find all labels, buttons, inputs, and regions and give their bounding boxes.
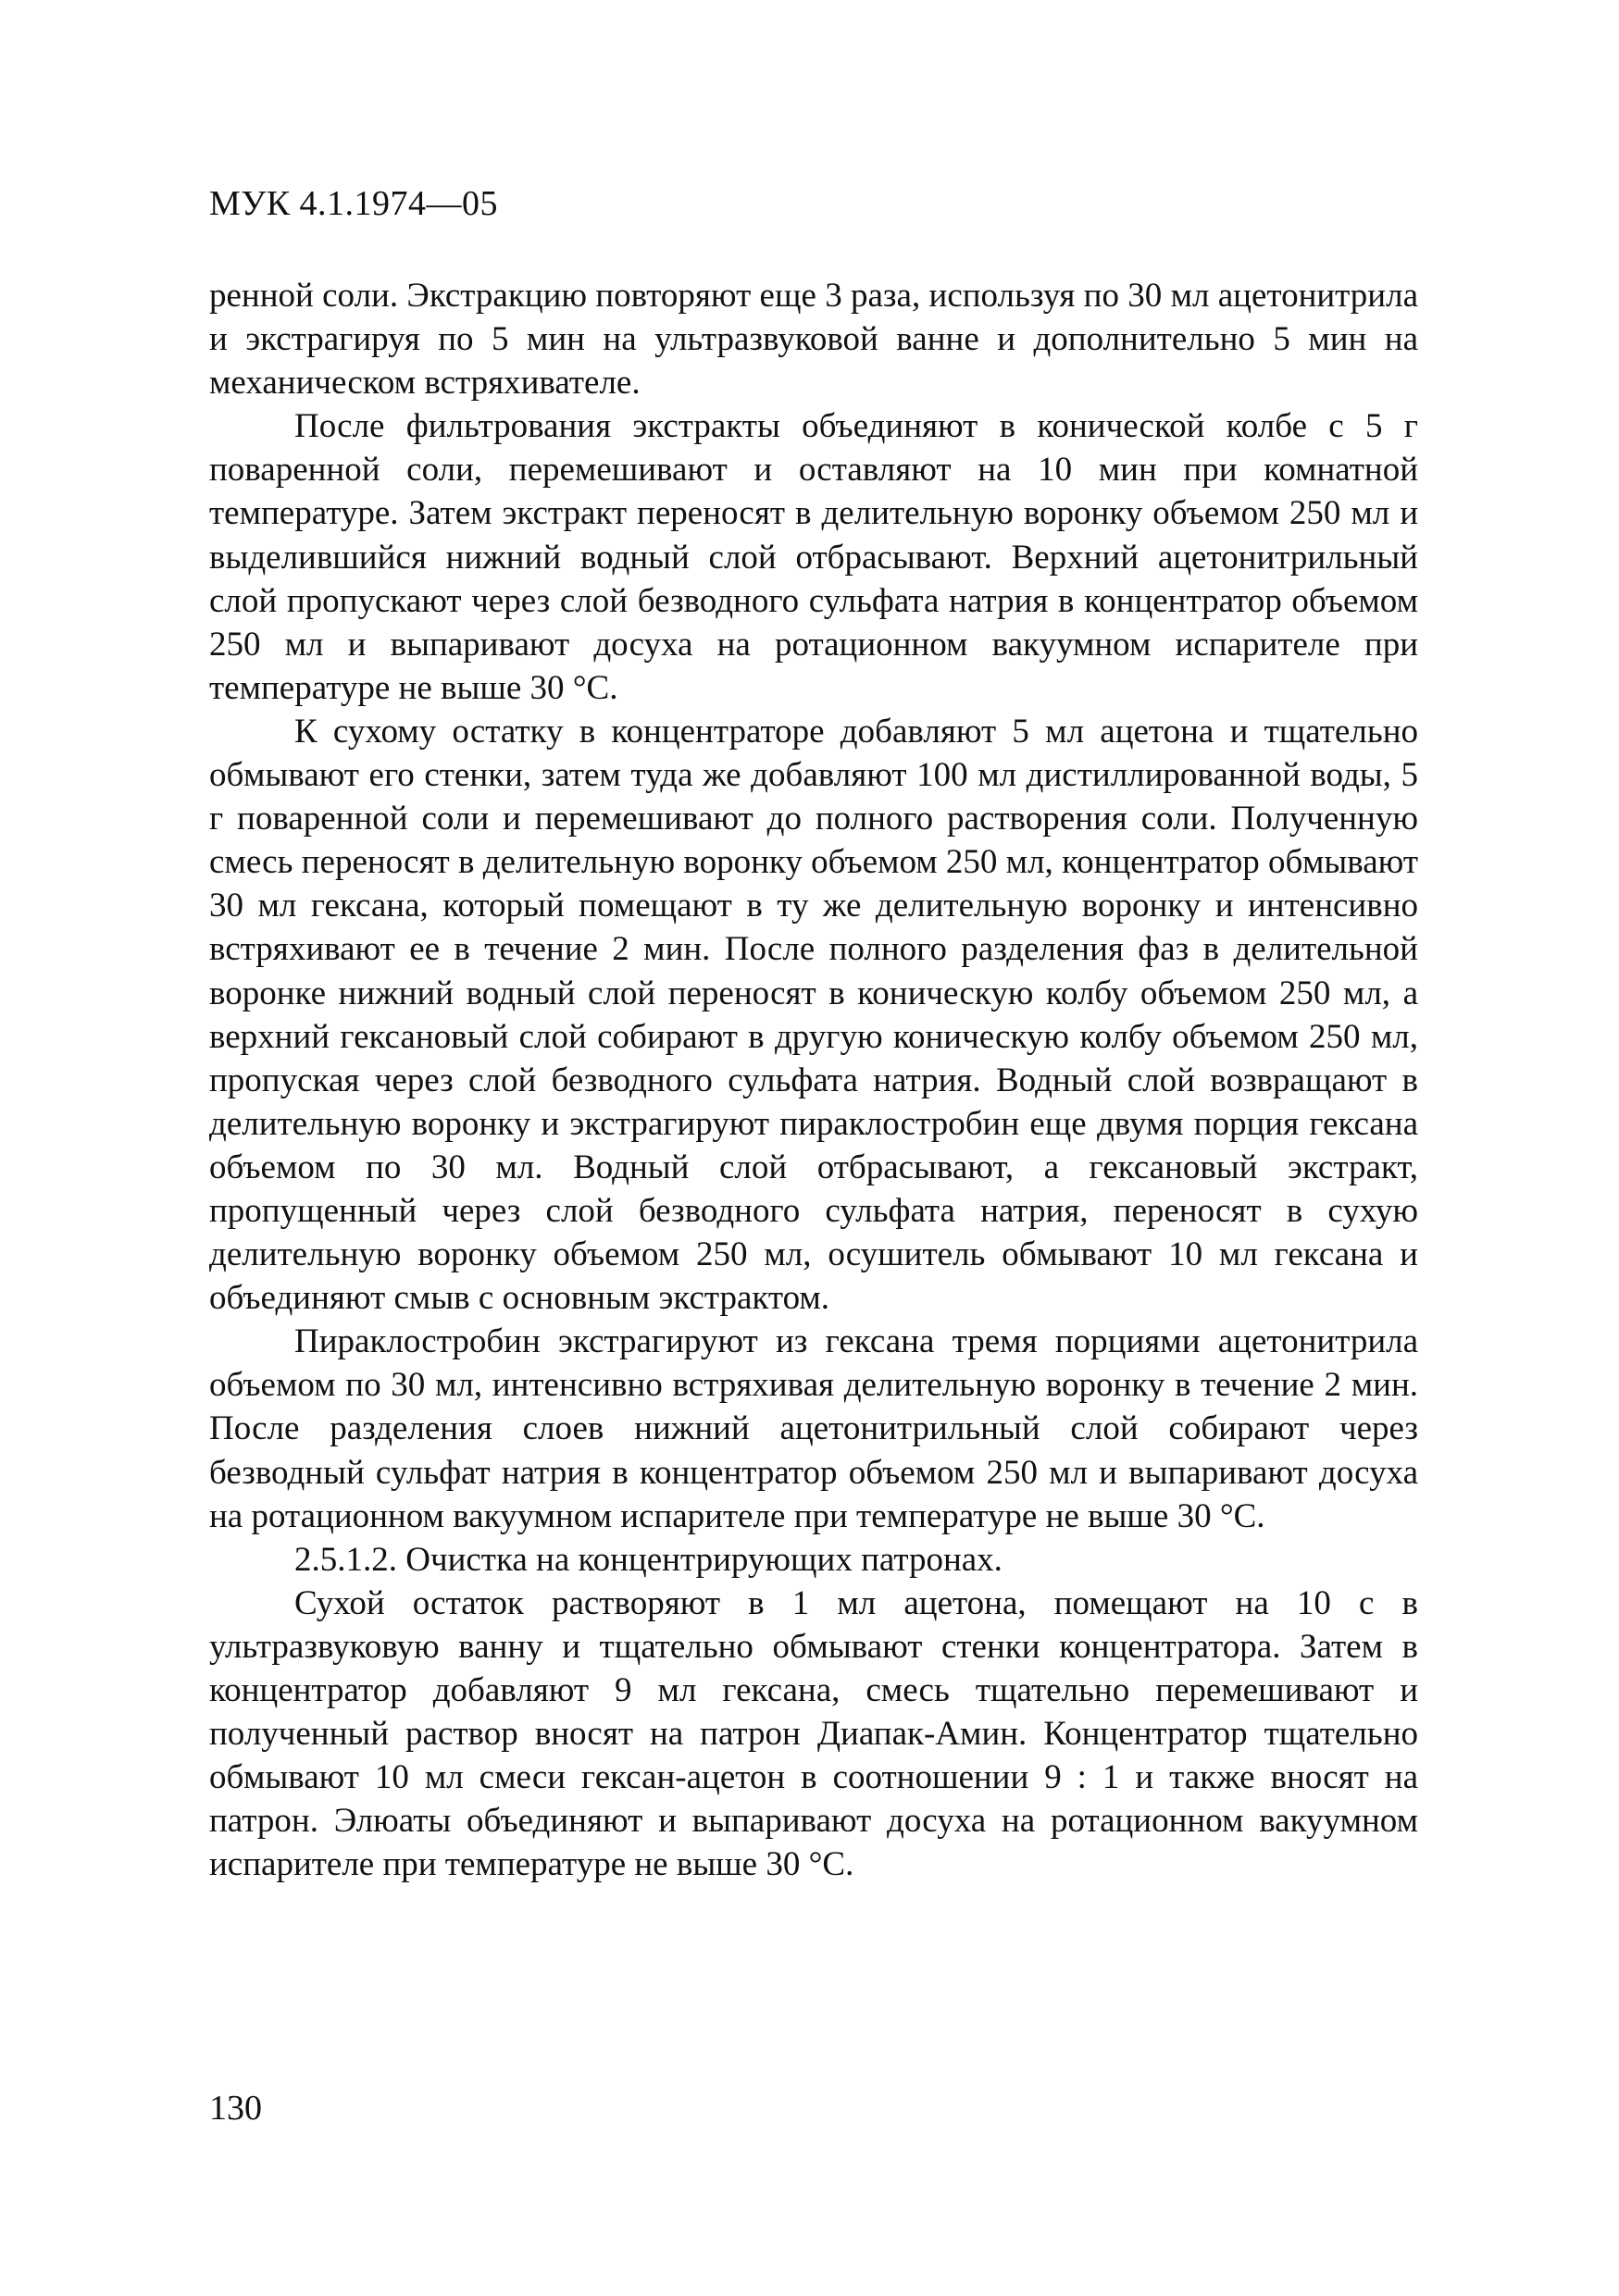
paragraph-acetonitrile-extraction: Пираклостробин экстрагируют из гексана тремя порциями ацетонитрила объемом по 30 мл, интенсивно встряхивая делительную воронку в течение 2 мин. После разделения слоев нижний ацетонитрильный слой собирают через безводный сульфат натрия в концентратор объемом 250 мл и выпаривают досуха на ротационном вакуумном испарителе при температуре не выше 30 °С. [209, 1322, 1418, 1535]
section-heading-cartridge-cleanup: 2.5.1.2. Очистка на концентрирующих патронах. [294, 1540, 1003, 1579]
paragraph-cartridge-procedure: Сухой остаток растворяют в 1 мл ацетона, помещают на 10 с в ультразвуковую ванну и тщательно обмывают стенки концентратора. Затем в концентратор добавляют 9 мл гексана, смесь тщательно перемешивают и полученный раствор вносят на патрон Диапак-Амин. Концентратор тщательно обмывают 10 мл смеси гексан-ацетон в соотношении 9 : 1 и также вносят на патрон. Элюаты объединяют и выпаривают досуха на ротационном вакуумном испарителе при температуре не выше 30 °С. [209, 1583, 1418, 1884]
paragraph-continuation: ренной соли. Экстракцию повторяют еще 3 раза, используя по 30 мл ацетонитрила и экстрагируя по 5 мин на ультразвуковой ванне и дополнительно 5 мин на механическом встряхивателе. [209, 277, 1418, 403]
body-text [209, 274, 1418, 1886]
paragraph-filtration: После фильтрования экстракты объединяют в конической колбе с 5 г поваренной соли, перемешивают и оставляют на 10 мин при комнатной температуре. Затем экстракт переносят в делительную воронку объемом 250 мл и выделившийся нижний водный слой отбрасывают. Верхний ацетонитрильный слой пропускают через слой безводного сульфата натрия в концентратор объемом 250 мл и выпаривают досуха на ротационном вакуумном испарителе при температуре не выше 30 °С. [209, 407, 1418, 707]
page-number: 130 [209, 2089, 262, 2128]
paragraph-dry-residue: К сухому остатку в концентраторе добавляют 5 мл ацетона и тщательно обмывают его стенки, затем туда же добавляют 100 мл дистиллированной воды, 5 г поваренной соли и перемешивают до полного растворения соли. Полученную смесь переносят в делительную воронку объемом 250 мл, концентратор обмывают 30 мл гексана, который помещают в ту же делительную воронку и интенсивно встряхивают ее в течение 2 мин. После полного разделения фаз в делительной воронке нижний водный слой переносят в коническую колбу объемом 250 мл, а верхний гексановый слой собирают в другую коническую колбу объемом 250 мл, пропуская через слой безводного сульфата натрия. Водный слой возвращают в делительную воронку и экстрагируют пираклостробин еще двумя порция гексана объемом по 30 мл. Водный слой отбрасывают, а гексановый экстракт, пропущенный через слой безводного сульфата натрия, переносят в сухую делительную воронку объемом 250 мл, осушитель обмывают 10 мл гексана и объединяют смыв с основным экстрактом. [209, 712, 1418, 1318]
document-code-header: МУК 4.1.1974—05 [209, 184, 499, 223]
